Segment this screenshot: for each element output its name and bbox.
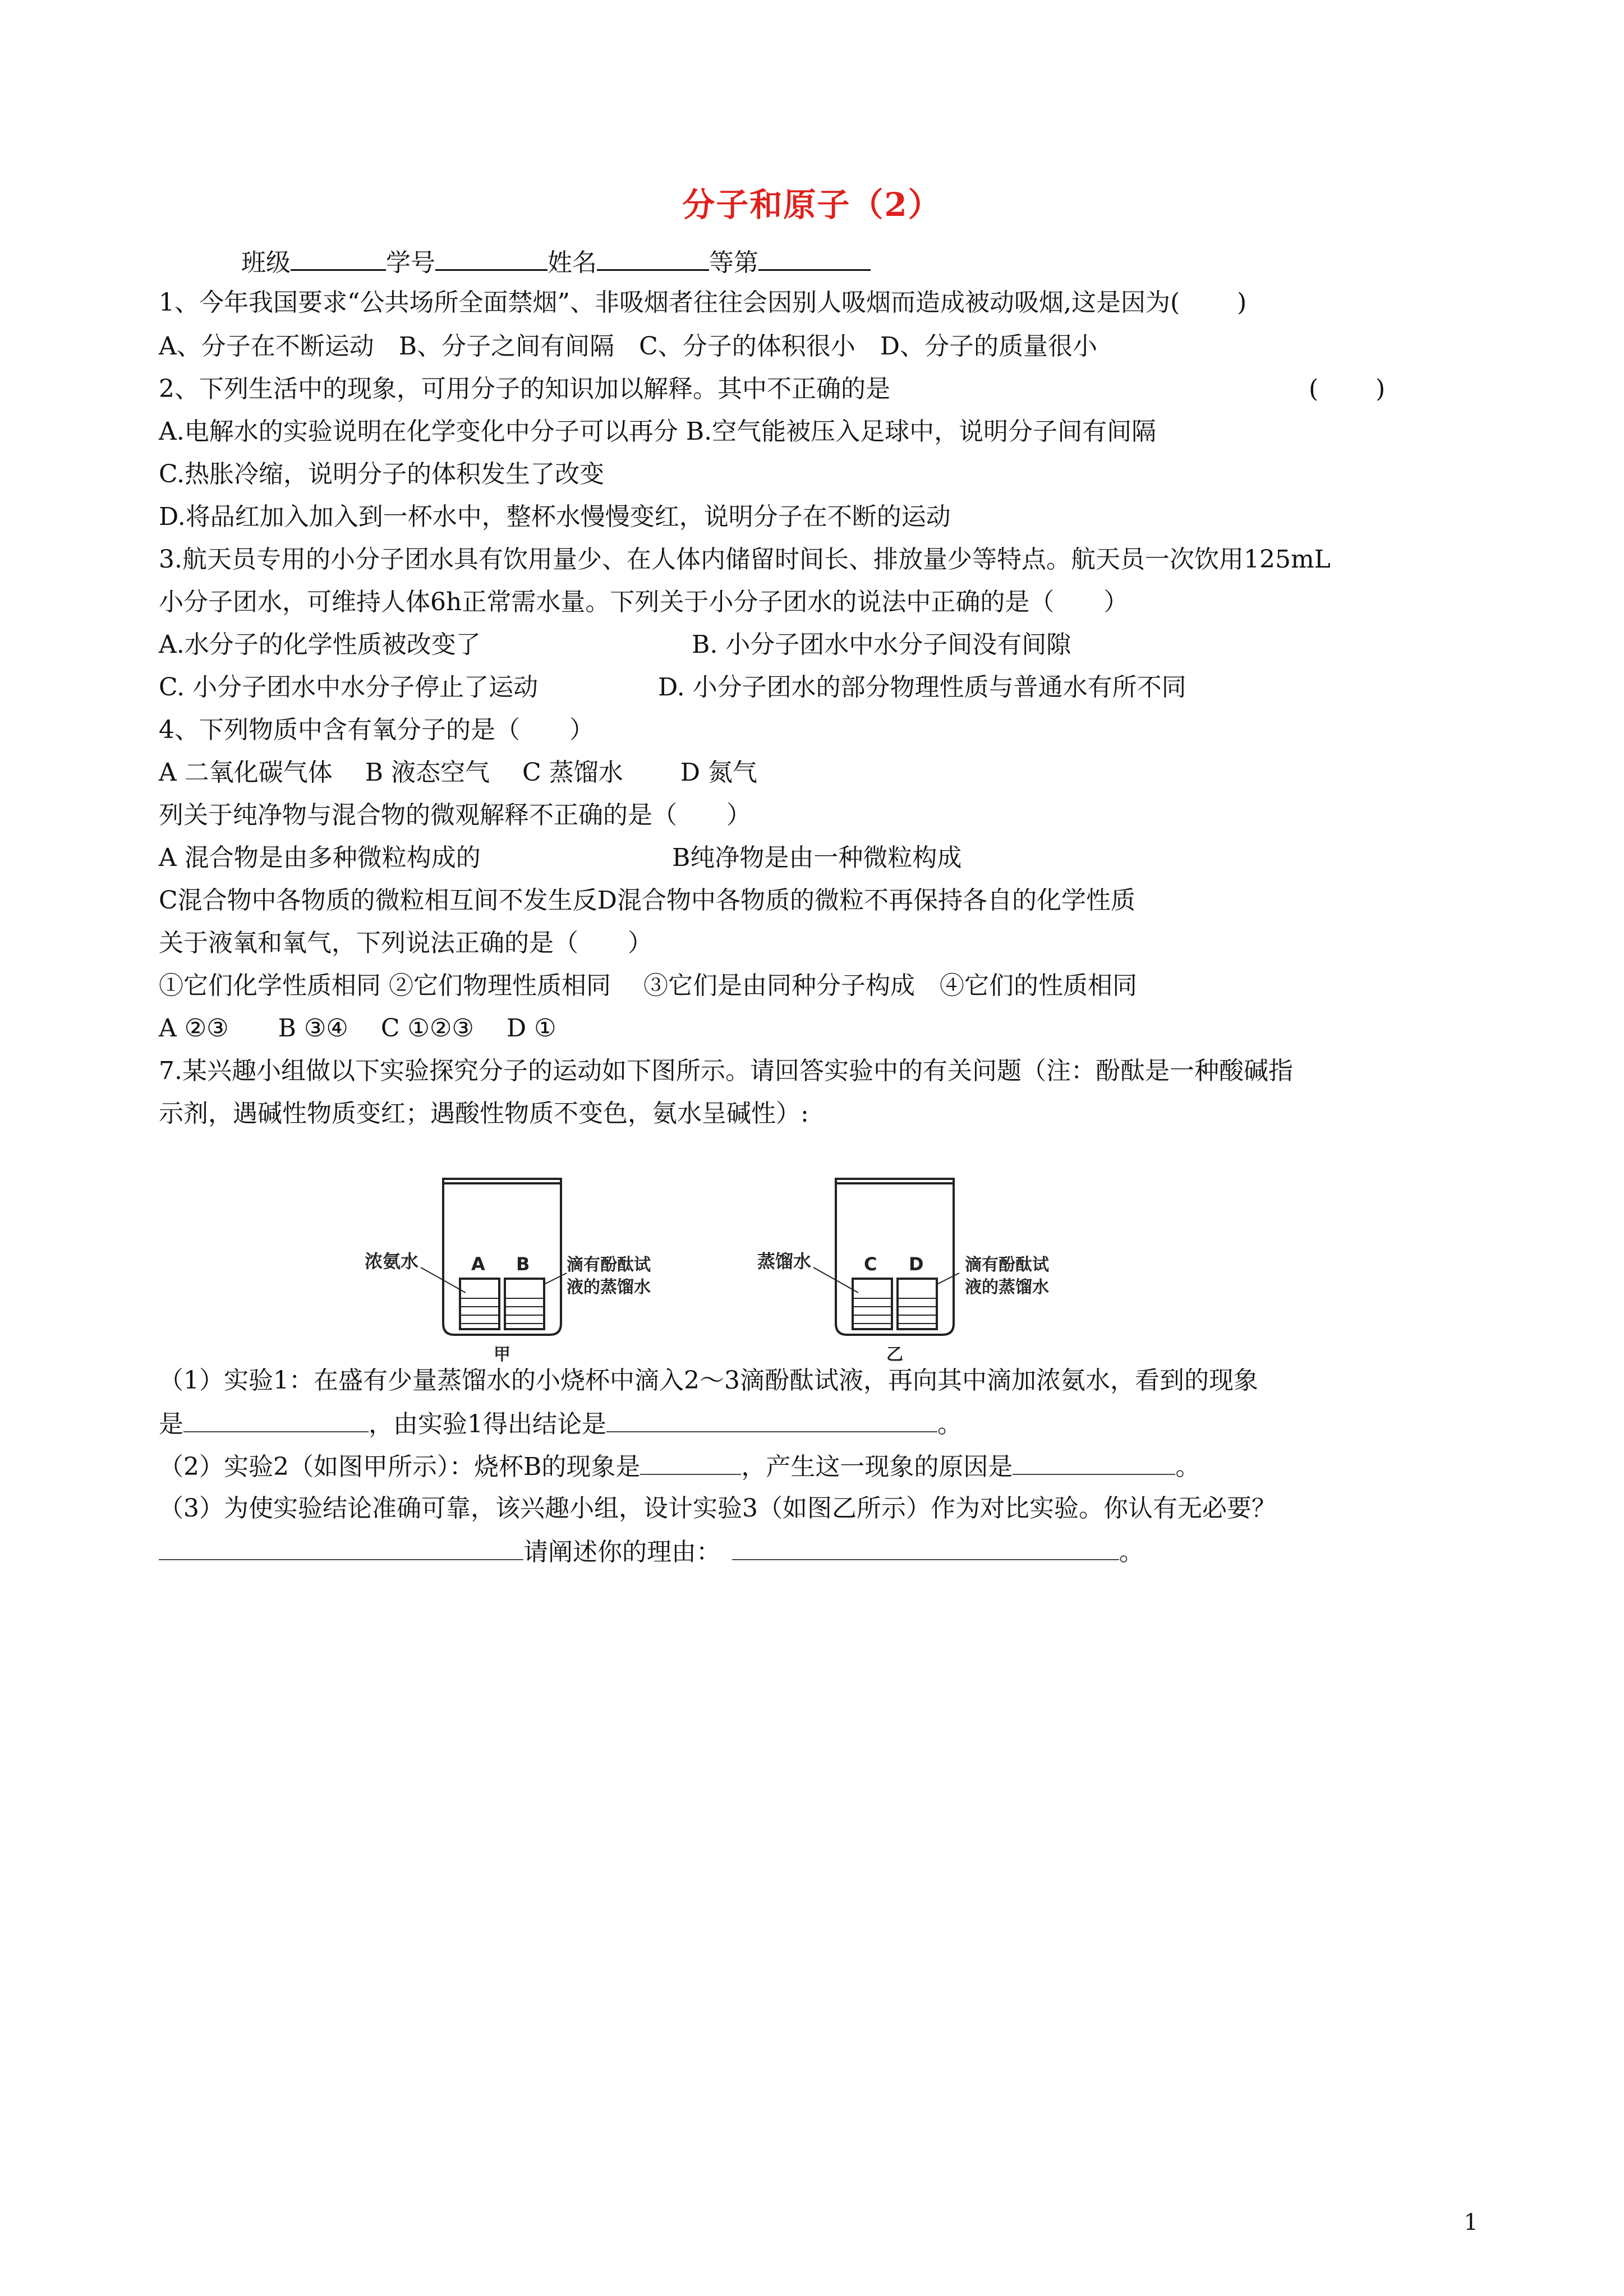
q3-option-a: A.水分子的化学性质被改变了 bbox=[159, 630, 481, 659]
q3-options-cd bbox=[159, 671, 1516, 704]
q5-option-a: A 混合物是由多种微粒构成的 bbox=[159, 843, 481, 872]
q2-option-c: C.热胀冷缩，说明分子的体积发生了改变 bbox=[159, 460, 605, 488]
q7-phenomenon-blank[interactable] bbox=[183, 1407, 369, 1432]
q7-part2-end: 。 bbox=[1175, 1453, 1200, 1481]
beaker-b bbox=[505, 1279, 544, 1329]
q5-stem: 列关于纯净物与混合物的微观解释不正确的是（ ） bbox=[159, 801, 751, 829]
q7-part1-b bbox=[159, 1407, 1516, 1441]
q3-option-d: D. 小分子团水的部分物理性质与普通水有所不同 bbox=[658, 673, 1186, 702]
q7-part1-end: 。 bbox=[937, 1410, 962, 1439]
q3-option-b: B. 小分子团水中水分子间没有间隙 bbox=[692, 630, 1071, 659]
label-beaker-a: A bbox=[471, 1253, 485, 1275]
name-label: 姓名 bbox=[548, 248, 597, 277]
label-beaker-b: B bbox=[516, 1253, 530, 1275]
q7-beaker-b-blank[interactable] bbox=[640, 1449, 741, 1475]
label-phenolphthalein-left-2: 液的蒸馏水 bbox=[567, 1278, 651, 1297]
q3-stem-2: 小分子团水，可维持人体6h正常需水量。下列关于小分子团水的说法中正确的是（ ） bbox=[159, 588, 1129, 616]
caption-yi: 乙 bbox=[886, 1345, 903, 1364]
student-info-line bbox=[241, 245, 1599, 280]
q7-part2-label: （2）实验2（如图甲所示）：烧杯B的现象是 bbox=[159, 1453, 641, 1481]
q7-part1-conclusion-label: ，由实验1得出结论是 bbox=[369, 1410, 606, 1439]
q7-reason-blank[interactable] bbox=[1013, 1449, 1175, 1475]
beaker-c bbox=[853, 1279, 892, 1329]
liquid-lines-right bbox=[854, 1298, 936, 1324]
q4-stem: 4、下列物质中含有氧分子的是（ ） bbox=[159, 716, 594, 744]
q7-stem-1: 7.某兴趣小组做以下实验探究分子的运动如下图所示。请回答实验中的有关问题（注：酚酞是一种酸碱指 bbox=[159, 1057, 1293, 1085]
q2-stem-line bbox=[159, 372, 1516, 406]
q5-option-b: B纯净物是由一种微粒构成 bbox=[672, 843, 962, 872]
number-blank[interactable] bbox=[435, 245, 548, 271]
number-label: 学号 bbox=[386, 248, 435, 277]
beaker-a bbox=[460, 1279, 499, 1329]
q6-items: ①它们化学性质相同 ②它们物理性质相同 ③它们是由同种分子构成 ④它们的性质相同 bbox=[159, 971, 1137, 1000]
q2-stem: 2、下列生活中的现象，可用分子的知识加以解释。其中不正确的是 bbox=[159, 375, 890, 403]
q4-options: A 二氧化碳气体 B 液态空气 C 蒸馏水 D 氮气 bbox=[159, 758, 757, 787]
q7-part2 bbox=[159, 1449, 1516, 1484]
q1-stem: 1、今年我国要求“公共场所全面禁烟”、非吸烟者往往会因别人吸烟而造成被动吸烟,这是因为( ) bbox=[159, 288, 1247, 317]
q3-options-ab bbox=[159, 628, 1516, 662]
q7-part2-reason-label: ，产生这一现象的原因是 bbox=[741, 1453, 1013, 1481]
experiment-figure bbox=[359, 1167, 1133, 1368]
q7-part1-a: （1）实验1：在盛有少量蒸馏水的小烧杯中滴入2～3滴酚酞试液，再向其中滴加浓氨水，看到的现象 bbox=[159, 1366, 1258, 1395]
liquid-lines-left bbox=[461, 1298, 543, 1324]
pointer-left-label bbox=[544, 1273, 567, 1284]
apparatus-jia bbox=[421, 1178, 567, 1335]
q7-part3-a: （3）为使实验结论准确可靠，该兴趣小组，设计实验3（如图乙所示）作为对比实验。你认有无必要？ bbox=[159, 1494, 1276, 1523]
q2-answer-paren: ( ) bbox=[1309, 375, 1386, 403]
q7-part3-b bbox=[159, 1534, 1516, 1569]
q3-option-c: C. 小分子团水中水分子停止了运动 bbox=[159, 673, 539, 702]
q2-option-d: D.将品红加入加入到一杯水中，整杯水慢慢变红，说明分子在不断的运动 bbox=[159, 502, 951, 531]
name-blank[interactable] bbox=[597, 245, 709, 271]
label-distilled-water: 蒸馏水 bbox=[757, 1251, 812, 1272]
class-blank[interactable] bbox=[291, 245, 386, 271]
label-beaker-d: D bbox=[909, 1253, 924, 1275]
q1-options: A、分子在不断运动 B、分子之间有间隔 C、分子的体积很小 D、分子的质量很小 bbox=[159, 332, 1098, 361]
class-label: 班级 bbox=[241, 248, 291, 277]
page-title: 分子和原子（2） bbox=[682, 186, 942, 224]
label-beaker-c: C bbox=[864, 1253, 877, 1275]
grade-blank[interactable] bbox=[758, 245, 871, 271]
q2-options-ab bbox=[159, 415, 1516, 449]
q6-options: A ②③ B ③④ C ①②③ D ① bbox=[159, 1014, 556, 1043]
q7-conclusion-blank[interactable] bbox=[606, 1407, 937, 1432]
pointer-right-label bbox=[937, 1273, 959, 1284]
label-phenolphthalein-right-2: 液的蒸馏水 bbox=[965, 1278, 1049, 1297]
caption-jia: 甲 bbox=[494, 1345, 510, 1364]
q5-options-ab bbox=[159, 841, 1516, 875]
q7-stem-2: 示剂，遇碱性物质变红；遇酸性物质不变色，氨水呈碱性）: bbox=[159, 1099, 809, 1128]
label-concentrated-ammonia: 浓氨水 bbox=[365, 1251, 419, 1272]
beaker-d bbox=[898, 1279, 937, 1329]
page-number: 1 bbox=[1464, 2210, 1478, 2235]
label-phenolphthalein-right-1: 滴有酚酞试 bbox=[965, 1255, 1049, 1275]
q2-option-b: B.空气能被压入足球中，说明分子间有间隔 bbox=[686, 417, 1157, 446]
q3-stem-1: 3.航天员专用的小分子团水具有饮用量少、在人体内储留时间长、排放量少等特点。航天员一次饮用125mL bbox=[159, 545, 1331, 574]
q7-necessity-blank[interactable] bbox=[159, 1534, 523, 1560]
apparatus-yi bbox=[813, 1178, 959, 1335]
q5-options-cd: C混合物中各物质的微粒相互间不发生反D混合物中各物质的微粒不再保持各自的化学性质 bbox=[159, 886, 1135, 915]
q2-option-a: A.电解水的实验说明在化学变化中分子可以再分 bbox=[159, 417, 678, 446]
q7-part3-end: 。 bbox=[1119, 1538, 1144, 1566]
label-phenolphthalein-left-1: 滴有酚酞试 bbox=[567, 1255, 651, 1275]
q7-justification-blank[interactable] bbox=[732, 1534, 1119, 1560]
q6-stem: 关于液氧和氧气，下列说法正确的是（ ） bbox=[159, 929, 652, 957]
q7-part3-reason-label: 请阐述你的理由： bbox=[523, 1538, 721, 1566]
grade-label: 等第 bbox=[709, 248, 758, 277]
q7-part1-prefix: 是 bbox=[159, 1410, 183, 1439]
